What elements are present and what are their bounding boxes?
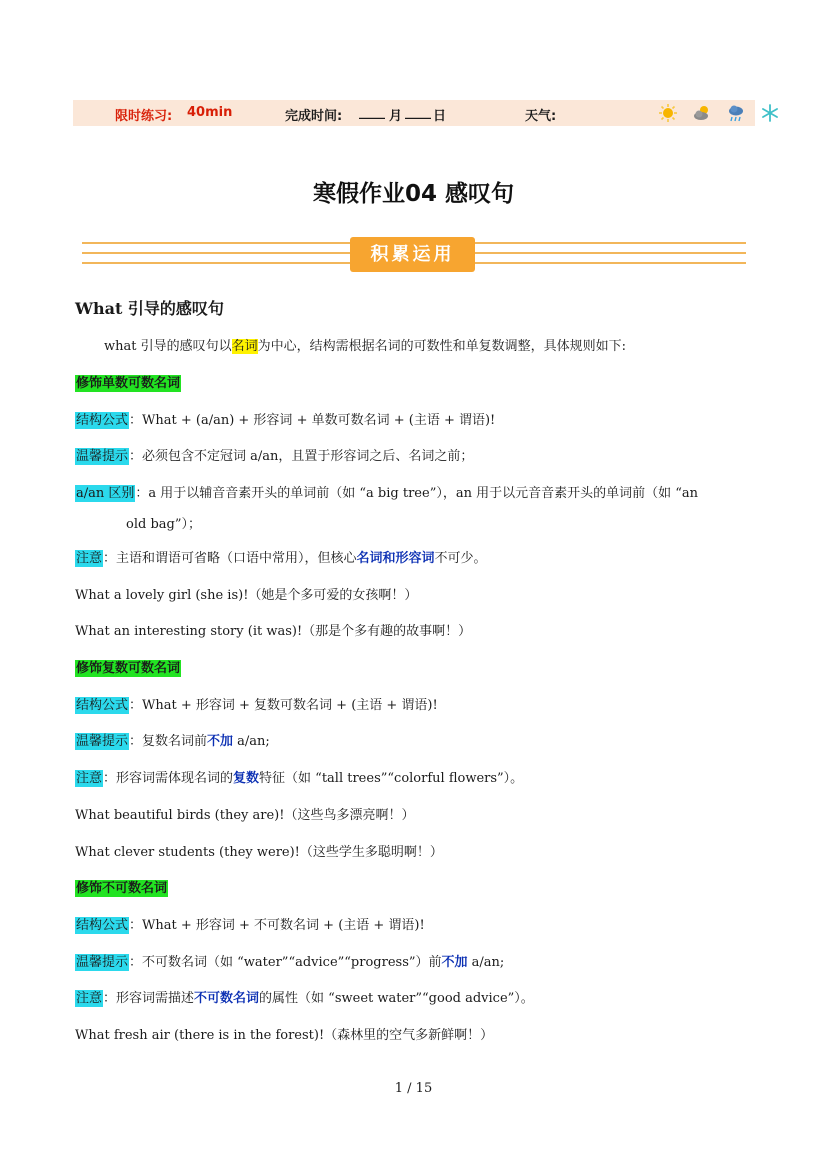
note-line: 注意：形容词需体现名词的复数特征（如 “tall trees”“colorful flowers”）。 — [76, 771, 524, 786]
cloudy-icon — [692, 103, 712, 123]
difference-line-cont: old bag”）； — [126, 517, 201, 532]
snow-icon — [760, 103, 780, 123]
highlight-noun: 名词 — [231, 339, 258, 354]
group-tag: 修饰不可数名词 — [76, 881, 168, 896]
blank-month: ____ — [359, 105, 385, 120]
rain-icon — [726, 103, 746, 123]
tip-line: 温馨提示：复数名词前不加 a/an; — [76, 734, 270, 749]
example-sentence: What beautiful birds (they are)!（这些鸟多漂亮啊！） — [75, 808, 415, 823]
header-bar — [73, 100, 755, 126]
note-line: 注意：主语和谓语可省略（口语中常用），但核心名词和形容词不可少。 — [76, 551, 487, 566]
page-number: 1 / 15 — [394, 1081, 433, 1096]
day-label: 日 — [433, 109, 447, 124]
complete-label: 完成时间: — [285, 109, 343, 124]
formula-line: 结构公式：What + 形容词 + 不可数名词 + (主语 + 谓语)! — [76, 918, 425, 933]
tip-line: 温馨提示：不可数名词（如 “water”“advice”“progress”）前不加 a/an; — [76, 955, 505, 970]
weather-label: 天气: — [525, 109, 557, 124]
practice-time: 40min — [187, 105, 233, 120]
example-sentence: What fresh air (there is in the forest)!（森林里的空气多新鲜啊！） — [75, 1028, 494, 1043]
difference-line: a/an 区别：a 用于以辅音音素开头的单词前（如 “a big tree”），an 用于以元音音素开头的单词前（如 “an — [76, 486, 698, 501]
practice-label: 限时练习: — [115, 109, 173, 124]
blank-day: ____ — [405, 105, 431, 120]
note-line: 注意：形容词需描述不可数名词的属性（如 “sweet water”“good advice”）。 — [76, 991, 534, 1006]
tip-line: 温馨提示：必须包含不定冠词 a/an，且置于形容词之后、名词之前； — [76, 449, 474, 464]
example-sentence: What a lovely girl (she is)!（她是个多可爱的女孩啊！） — [75, 588, 418, 603]
intro-paragraph: what 引导的感叹句以名词为中心，结构需根据名词的可数性和单复数调整，具体规则如下: — [104, 339, 627, 354]
group-tag: 修饰单数可数名词 — [76, 376, 181, 391]
sun-icon — [658, 103, 678, 123]
month-label: 月 — [389, 109, 403, 124]
section-banner: 积累运用 — [350, 237, 475, 272]
page-title: 寒假作业04 感叹句 — [312, 181, 514, 207]
group-tag: 修饰复数可数名词 — [76, 661, 181, 676]
example-sentence: What clever students (they were)!（这些学生多聪明啊！） — [75, 845, 443, 860]
formula-line: 结构公式：What + (a/an) + 形容词 + 单数可数名词 + (主语 + 谓语)! — [76, 413, 496, 428]
formula-line: 结构公式：What + 形容词 + 复数可数名词 + (主语 + 谓语)! — [76, 698, 438, 713]
section-heading: What 引导的感叹句 — [75, 299, 224, 318]
example-sentence: What an interesting story (it was)!（那是个多有趣的故事啊！） — [75, 624, 472, 639]
